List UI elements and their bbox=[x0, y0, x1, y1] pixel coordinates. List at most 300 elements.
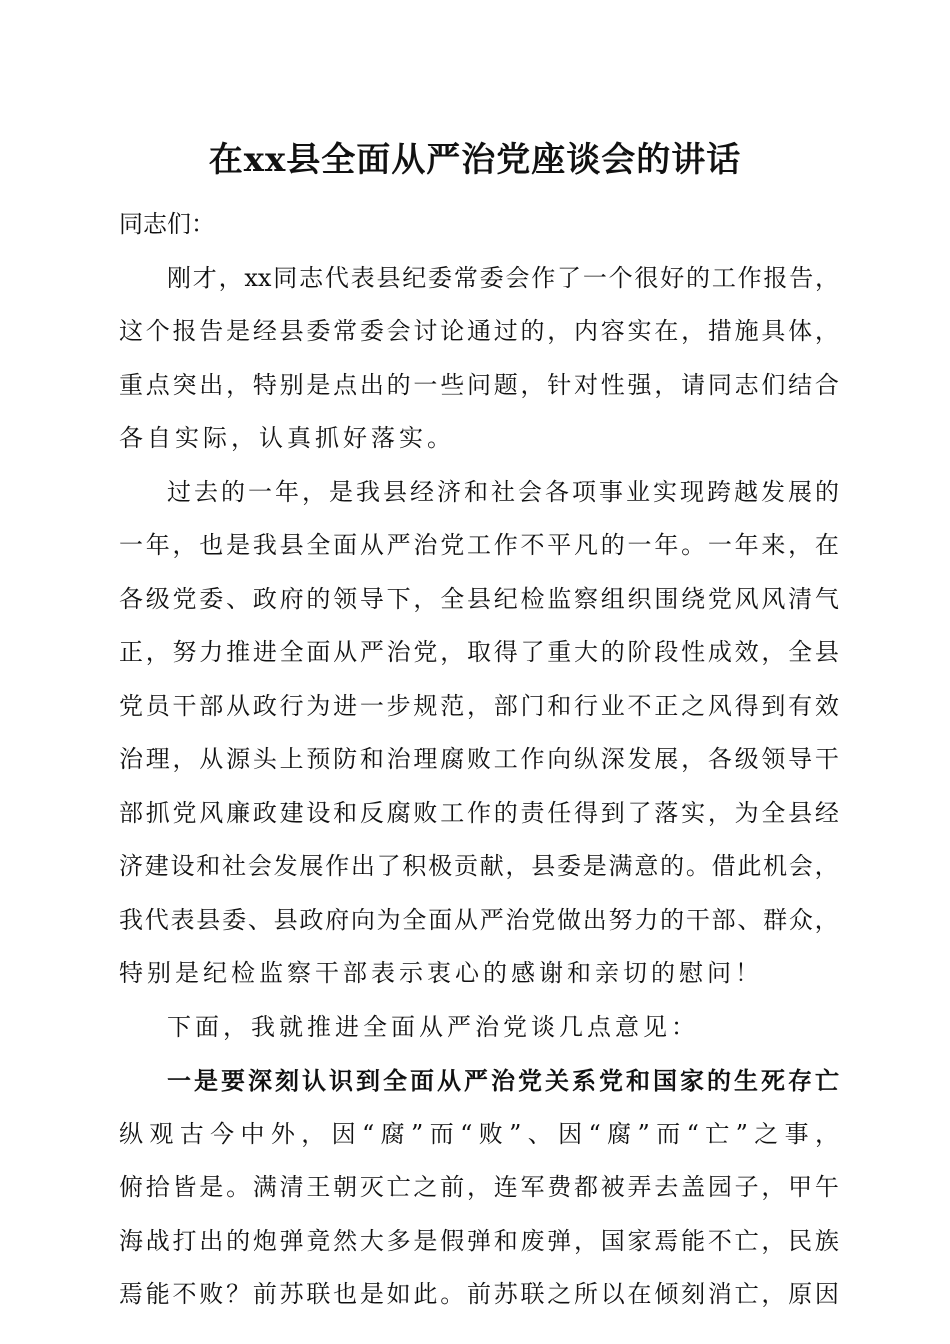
glyph: 深 bbox=[248, 1066, 272, 1095]
glyph: ， bbox=[761, 1226, 786, 1255]
glyph: 面 bbox=[391, 1012, 415, 1041]
glyph: 济 bbox=[119, 852, 143, 880]
glyph: 党 bbox=[172, 798, 197, 827]
glyph: 合 bbox=[814, 370, 839, 399]
glyph: 检 bbox=[520, 584, 545, 613]
glyph: 刚 bbox=[167, 263, 191, 292]
glyph: 一 bbox=[627, 531, 652, 559]
glyph: 表 bbox=[170, 905, 195, 934]
glyph: 王 bbox=[306, 1173, 331, 1201]
glyph: 表 bbox=[371, 959, 395, 987]
glyph: 不 bbox=[627, 691, 652, 720]
paragraph-line bbox=[119, 1268, 839, 1322]
glyph: 因 bbox=[558, 1119, 583, 1148]
glyph: 深 bbox=[600, 745, 625, 773]
glyph: 反 bbox=[359, 798, 384, 827]
glyph: 工 bbox=[493, 745, 518, 773]
glyph: 甲 bbox=[788, 1173, 813, 1201]
glyph: 报 bbox=[763, 263, 788, 292]
glyph: 业 bbox=[626, 477, 650, 506]
glyph: 容 bbox=[600, 317, 625, 345]
glyph: 和 bbox=[493, 1226, 518, 1255]
glyph: 级 bbox=[145, 584, 170, 613]
glyph: 严 bbox=[359, 638, 384, 666]
glyph: 去 bbox=[194, 477, 218, 506]
glyph: 推 bbox=[226, 638, 251, 666]
glyph: 从 bbox=[437, 1066, 461, 1095]
glyph: 县 bbox=[466, 584, 491, 613]
glyph: 事 bbox=[784, 1119, 809, 1148]
glyph: 正 bbox=[119, 638, 143, 666]
paragraph-line bbox=[119, 733, 839, 787]
glyph: 风 bbox=[199, 798, 224, 827]
glyph: 行 bbox=[279, 691, 304, 720]
glyph: 志 bbox=[734, 370, 759, 399]
glyph: 措 bbox=[707, 317, 732, 345]
glyph: 建 bbox=[279, 798, 304, 827]
glyph: 亲 bbox=[595, 959, 619, 987]
glyph: 败 bbox=[413, 798, 438, 827]
glyph: 会 bbox=[505, 263, 530, 292]
glyph: 部 bbox=[711, 905, 736, 934]
glyph: 腐 bbox=[380, 1119, 405, 1148]
paragraph-line bbox=[119, 252, 839, 306]
glyph: 识 bbox=[329, 1066, 353, 1095]
glyph: 工 bbox=[711, 263, 736, 292]
glyph: 县 bbox=[279, 317, 304, 345]
glyph: 到 bbox=[761, 691, 786, 720]
glyph: 因 bbox=[331, 1119, 356, 1148]
glyph: 是 bbox=[194, 1066, 218, 1095]
glyph: 联 bbox=[520, 1280, 545, 1308]
glyph: 进 bbox=[252, 638, 277, 666]
paragraph-line bbox=[119, 840, 839, 894]
glyph: ， bbox=[574, 1226, 599, 1255]
glyph: ， bbox=[226, 370, 251, 399]
glyph: 打 bbox=[172, 1226, 197, 1255]
glyph: 治 bbox=[119, 745, 143, 773]
glyph: 的 bbox=[493, 798, 518, 827]
glyph: 县 bbox=[531, 852, 556, 880]
glyph: ， bbox=[172, 531, 197, 559]
glyph: 经 bbox=[814, 798, 839, 827]
document-title: 在xx县全面从严治党座谈会的讲话 bbox=[208, 140, 742, 180]
glyph: 常 bbox=[453, 263, 478, 292]
glyph: 所 bbox=[574, 1280, 599, 1308]
glyph: 作 bbox=[493, 531, 518, 559]
glyph: 竟 bbox=[306, 1226, 331, 1255]
glyph: 前 bbox=[466, 1280, 491, 1308]
glyph: 切 bbox=[623, 959, 647, 987]
glyph: 海 bbox=[119, 1226, 143, 1255]
glyph: 就 bbox=[279, 1012, 303, 1041]
glyph: 年 bbox=[275, 477, 299, 506]
glyph: 下 bbox=[386, 584, 411, 613]
glyph: 的 bbox=[221, 477, 245, 506]
glyph: 内 bbox=[574, 317, 599, 345]
glyph: 纪 bbox=[402, 263, 427, 292]
glyph: 工 bbox=[440, 798, 465, 827]
glyph: 做 bbox=[557, 905, 582, 934]
glyph: 实 bbox=[681, 798, 706, 827]
glyph: 面 bbox=[410, 1066, 434, 1095]
document-body bbox=[119, 198, 839, 1322]
glyph: 关 bbox=[545, 1066, 569, 1095]
glyph: ， bbox=[301, 1119, 326, 1148]
glyph: 全 bbox=[363, 1012, 387, 1041]
glyph: 落 bbox=[371, 424, 395, 452]
glyph: 家 bbox=[680, 1066, 704, 1095]
glyph: 因 bbox=[814, 1280, 839, 1308]
glyph: 政 bbox=[252, 584, 277, 613]
glyph: 各 bbox=[119, 424, 143, 452]
glyph: 经 bbox=[410, 477, 434, 506]
glyph: 推 bbox=[307, 1012, 331, 1041]
glyph: ， bbox=[505, 852, 530, 880]
glyph: 此 bbox=[737, 852, 762, 880]
glyph: ， bbox=[172, 745, 197, 773]
glyph: 党 bbox=[172, 584, 197, 613]
glyph: ， bbox=[707, 798, 732, 827]
glyph: 事 bbox=[599, 477, 623, 506]
glyph: 绕 bbox=[681, 584, 706, 613]
glyph: 来 bbox=[761, 531, 786, 559]
glyph: 亡 bbox=[386, 1173, 411, 1201]
glyph: 各 bbox=[119, 584, 143, 613]
glyph: ， bbox=[466, 691, 491, 720]
glyph: 一 bbox=[413, 370, 438, 399]
glyph: 我 bbox=[119, 905, 143, 934]
glyph: 题 bbox=[493, 370, 518, 399]
glyph: 业 bbox=[600, 691, 625, 720]
glyph: 和 bbox=[626, 1066, 650, 1095]
glyph: 不 bbox=[172, 1280, 197, 1308]
glyph: 极 bbox=[428, 852, 453, 880]
glyph: 效 bbox=[734, 638, 759, 666]
glyph: 严 bbox=[386, 531, 411, 559]
glyph: 是 bbox=[359, 1280, 384, 1308]
glyph: 也 bbox=[199, 531, 224, 559]
glyph: ， bbox=[520, 370, 545, 399]
glyph: 部 bbox=[119, 798, 143, 827]
glyph: 弄 bbox=[627, 1173, 652, 1201]
glyph: 告 bbox=[199, 317, 224, 345]
glyph: 监 bbox=[259, 959, 283, 987]
glyph: 从 bbox=[226, 691, 251, 720]
glyph: 得 bbox=[734, 691, 759, 720]
glyph: 的 bbox=[386, 370, 411, 399]
glyph: 点 bbox=[587, 1012, 611, 1041]
glyph: 效 bbox=[814, 691, 839, 720]
glyph: 好 bbox=[343, 424, 367, 452]
glyph: 感 bbox=[511, 959, 535, 987]
glyph: 会 bbox=[386, 317, 411, 345]
glyph: 今 bbox=[210, 1119, 235, 1148]
glyph: 严 bbox=[447, 1012, 471, 1041]
glyph: 我 bbox=[356, 477, 380, 506]
glyph: 个 bbox=[608, 263, 633, 292]
paragraph-line bbox=[119, 412, 839, 466]
glyph: 一 bbox=[359, 691, 384, 720]
glyph: 前 bbox=[440, 1173, 465, 1201]
glyph: 一 bbox=[167, 1066, 191, 1095]
glyph: 面 bbox=[195, 1012, 219, 1041]
glyph: 。 bbox=[681, 531, 706, 559]
glyph: 一 bbox=[119, 531, 143, 559]
glyph: 委 bbox=[222, 905, 247, 934]
glyph: 消 bbox=[707, 1280, 732, 1308]
glyph: 之 bbox=[413, 1173, 438, 1201]
glyph: 好 bbox=[660, 263, 685, 292]
glyph: 告 bbox=[789, 263, 814, 292]
paragraph-line bbox=[119, 519, 839, 573]
glyph: 死 bbox=[761, 1066, 785, 1095]
glyph: 干 bbox=[814, 745, 839, 773]
glyph: 。 bbox=[427, 424, 451, 452]
glyph: 是 bbox=[199, 1173, 224, 1201]
glyph: 政 bbox=[299, 905, 324, 934]
glyph: 县 bbox=[376, 263, 401, 292]
glyph: 是 bbox=[413, 1226, 438, 1255]
glyph: 理 bbox=[145, 745, 170, 773]
glyph: 党 bbox=[518, 1066, 542, 1095]
glyph: 原 bbox=[788, 1280, 813, 1308]
glyph: 谈 bbox=[531, 1012, 555, 1041]
glyph: 部 bbox=[199, 691, 224, 720]
glyph: 同 bbox=[707, 370, 732, 399]
glyph: ， bbox=[681, 745, 706, 773]
glyph: 的 bbox=[707, 1066, 731, 1095]
glyph: 段 bbox=[654, 638, 679, 666]
glyph: 是 bbox=[175, 959, 199, 987]
glyph: 全 bbox=[788, 638, 813, 666]
glyph: 了 bbox=[520, 638, 545, 666]
glyph: 干 bbox=[172, 691, 197, 720]
glyph: 腐 bbox=[386, 798, 411, 827]
glyph: 们 bbox=[761, 370, 786, 399]
glyph: 正 bbox=[654, 691, 679, 720]
glyph: 治 bbox=[386, 745, 411, 773]
glyph: 炮 bbox=[252, 1226, 277, 1255]
glyph: 而 bbox=[656, 1119, 681, 1148]
glyph: 特 bbox=[252, 370, 277, 399]
glyph: 存 bbox=[788, 1066, 812, 1095]
glyph: 努 bbox=[608, 905, 633, 934]
glyph: 军 bbox=[520, 1173, 545, 1201]
glyph: 出 bbox=[350, 852, 375, 880]
glyph: 建 bbox=[144, 852, 169, 880]
glyph: 特 bbox=[119, 959, 143, 987]
glyph: 步 bbox=[386, 691, 411, 720]
glyph: 进 bbox=[333, 691, 358, 720]
glyph: 的 bbox=[660, 852, 685, 880]
glyph: 都 bbox=[574, 1173, 599, 1201]
glyph: 心 bbox=[455, 959, 479, 987]
glyph: 表 bbox=[350, 263, 375, 292]
glyph: 一 bbox=[582, 263, 607, 292]
glyph: 。 bbox=[440, 1280, 465, 1308]
glyph: 别 bbox=[147, 959, 171, 987]
glyph: ， bbox=[145, 638, 170, 666]
glyph: 问 bbox=[707, 959, 731, 987]
glyph: 外 bbox=[270, 1119, 295, 1148]
glyph: 从 bbox=[199, 745, 224, 773]
glyph: 能 bbox=[681, 1226, 706, 1255]
glyph: 凡 bbox=[574, 531, 599, 559]
glyph: 点 bbox=[333, 370, 358, 399]
glyph: 会 bbox=[788, 852, 813, 880]
glyph: 风 bbox=[761, 584, 786, 613]
glyph: 为 bbox=[376, 905, 401, 934]
glyph: 机 bbox=[763, 852, 788, 880]
glyph: ， bbox=[761, 1280, 786, 1308]
glyph: 有 bbox=[788, 691, 813, 720]
glyph: ， bbox=[681, 317, 706, 345]
glyph: ” bbox=[509, 1119, 522, 1148]
glyph: 。 bbox=[685, 852, 710, 880]
glyph: 为 bbox=[306, 691, 331, 720]
glyph: 纪 bbox=[493, 584, 518, 613]
glyph: 防 bbox=[333, 745, 358, 773]
glyph: 抓 bbox=[145, 798, 170, 827]
glyph: 部 bbox=[343, 959, 367, 987]
glyph: 府 bbox=[325, 905, 350, 934]
glyph: 战 bbox=[145, 1226, 170, 1255]
glyph: 作 bbox=[520, 745, 545, 773]
glyph: 范 bbox=[440, 691, 465, 720]
glyph: 织 bbox=[627, 584, 652, 613]
glyph: 员 bbox=[145, 691, 170, 720]
glyph: 阶 bbox=[627, 638, 652, 666]
glyph: 意 bbox=[615, 1012, 639, 1041]
glyph: 出 bbox=[359, 370, 384, 399]
glyph: 弹 bbox=[547, 1226, 572, 1255]
glyph: 刻 bbox=[681, 1280, 706, 1308]
glyph: 然 bbox=[333, 1226, 358, 1255]
glyph: 清 bbox=[279, 1173, 304, 1201]
glyph: 问 bbox=[466, 370, 491, 399]
glyph: ， bbox=[761, 1173, 786, 1201]
glyph: 门 bbox=[520, 691, 545, 720]
glyph: 级 bbox=[734, 745, 759, 773]
glyph: 委 bbox=[479, 263, 504, 292]
paragraph-line bbox=[119, 1215, 839, 1269]
glyph: 领 bbox=[333, 584, 358, 613]
glyph: 针 bbox=[547, 370, 572, 399]
glyph: 全 bbox=[761, 798, 786, 827]
glyph: 年 bbox=[734, 531, 759, 559]
glyph: 如 bbox=[386, 1280, 411, 1308]
glyph: 党 bbox=[413, 638, 438, 666]
glyph: 行 bbox=[574, 691, 599, 720]
glyph: 出 bbox=[199, 370, 224, 399]
glyph: 能 bbox=[145, 1280, 170, 1308]
glyph: 展 bbox=[299, 852, 324, 880]
glyph: 府 bbox=[279, 584, 304, 613]
glyph: 系 bbox=[572, 1066, 596, 1095]
glyph: 纪 bbox=[203, 959, 227, 987]
glyph: 慰 bbox=[679, 959, 703, 987]
glyph: 纵 bbox=[574, 745, 599, 773]
glyph: 亡 bbox=[705, 1119, 730, 1148]
glyph: 突 bbox=[172, 370, 197, 399]
glyph: 干 bbox=[685, 905, 710, 934]
glyph: ， bbox=[302, 477, 326, 506]
glyph: 会 bbox=[247, 852, 272, 880]
glyph: 到 bbox=[600, 798, 625, 827]
glyph: 年 bbox=[145, 531, 170, 559]
glyph: 请 bbox=[681, 370, 706, 399]
glyph: 县 bbox=[196, 905, 221, 934]
glyph: 谢 bbox=[539, 959, 563, 987]
glyph: 作 bbox=[531, 263, 556, 292]
glyph: 苏 bbox=[279, 1280, 304, 1308]
glyph: ？ bbox=[226, 1280, 251, 1308]
glyph: 一 bbox=[248, 477, 272, 506]
glyph: 此 bbox=[413, 1280, 438, 1308]
glyph: 工 bbox=[466, 531, 491, 559]
glyph: ， bbox=[761, 638, 786, 666]
glyph: 察 bbox=[574, 584, 599, 613]
glyph: 重 bbox=[547, 638, 572, 666]
glyph: 全 bbox=[440, 584, 465, 613]
glyph: 重 bbox=[119, 370, 143, 399]
glyph: 廉 bbox=[226, 798, 251, 827]
glyph: 是 bbox=[226, 317, 251, 345]
glyph: 个 bbox=[145, 317, 170, 345]
glyph: 委 bbox=[359, 317, 384, 345]
glyph: 导 bbox=[788, 745, 813, 773]
glyph: 皆 bbox=[172, 1173, 197, 1201]
glyph: 贡 bbox=[453, 852, 478, 880]
glyph: 、 bbox=[247, 905, 272, 934]
glyph: 。 bbox=[226, 1173, 251, 1201]
glyph: 午 bbox=[814, 1173, 839, 1201]
glyph: 群 bbox=[763, 905, 788, 934]
glyph: 党 bbox=[440, 531, 465, 559]
glyph: 焉 bbox=[654, 1226, 679, 1255]
glyph: 年 bbox=[654, 531, 679, 559]
glyph: 亡 bbox=[734, 1226, 759, 1255]
glyph: 风 bbox=[734, 584, 759, 613]
glyph: 败 bbox=[199, 1280, 224, 1308]
glyph: 朝 bbox=[333, 1173, 358, 1201]
glyph: 性 bbox=[600, 370, 625, 399]
glyph: 意 bbox=[634, 852, 659, 880]
glyph: 各 bbox=[545, 477, 569, 506]
glyph: 的 bbox=[226, 1226, 251, 1255]
glyph: 县 bbox=[383, 477, 407, 506]
glyph: 治 bbox=[386, 638, 411, 666]
glyph: 不 bbox=[707, 1226, 732, 1255]
glyph: 和 bbox=[196, 852, 221, 880]
glyph: 报 bbox=[172, 317, 197, 345]
glyph: 是 bbox=[306, 370, 331, 399]
glyph: 的 bbox=[686, 263, 711, 292]
glyph: 的 bbox=[306, 584, 331, 613]
glyph: 古 bbox=[179, 1119, 204, 1148]
glyph: 进 bbox=[335, 1012, 359, 1041]
paragraph-line bbox=[119, 305, 839, 359]
glyph: 结 bbox=[788, 370, 813, 399]
glyph: 体 bbox=[788, 317, 813, 345]
paragraph-line bbox=[119, 466, 839, 520]
glyph: 积 bbox=[402, 852, 427, 880]
glyph: 监 bbox=[547, 584, 572, 613]
glyph: 县 bbox=[814, 638, 839, 666]
glyph: 倾 bbox=[654, 1280, 679, 1308]
glyph: 治 bbox=[505, 905, 530, 934]
